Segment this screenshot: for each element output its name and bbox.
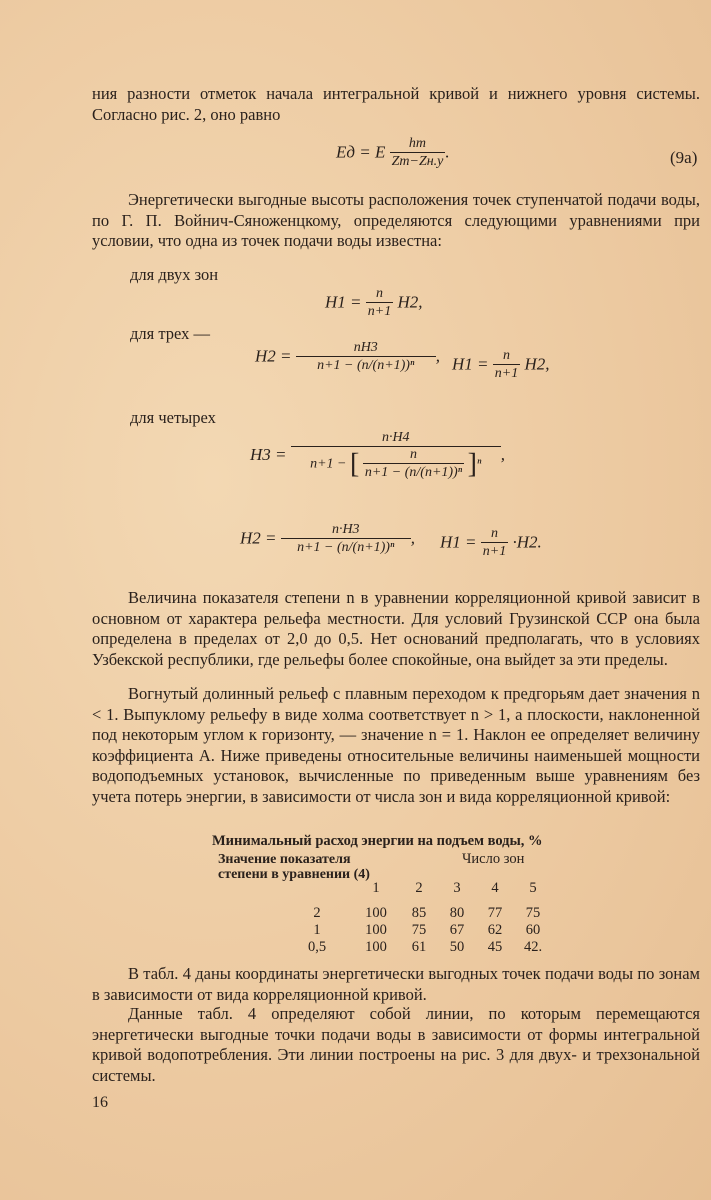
- fraction-num-nh3: nH3: [296, 340, 436, 357]
- para-lines: Данные табл. 4 определяют собой линии, по которым перемещаются энергетически выгодные точки подачи воды в зависимости от формы интегральной кривой водопотребления. Эти линии построены на рис. 3 для двух- и трехзональной системы.: [92, 1004, 700, 1085]
- page-number: 16: [92, 1094, 108, 1111]
- zone-header: 1: [372, 880, 380, 896]
- formula-four-zones-h1: [440, 526, 542, 561]
- fraction-den: n+1: [367, 304, 392, 319]
- fraction-three: [296, 340, 436, 375]
- fraction-num-nh4: n·H4: [291, 430, 501, 447]
- formula-h3: H3 =: [250, 444, 287, 464]
- formula-h2-term: H2,: [397, 292, 423, 312]
- cell: 61: [411, 939, 427, 955]
- fraction-num: n: [493, 348, 520, 365]
- zone-header: 2: [415, 880, 423, 896]
- para-table4: В табл. 4 даны координаты энергетически выгодных точек подачи воды по зонам в зависимости от вида корреляционной кривой.: [92, 964, 700, 1004]
- para-intro: ния разности отметок начала интегральной кривой и нижнего уровня системы. Согласно рис. 2, оно равно: [92, 84, 700, 124]
- fraction-n-n1b: [493, 348, 520, 383]
- table-header-row: [282, 880, 552, 897]
- fraction-n-n1c: [481, 526, 508, 561]
- zone-header: 3: [453, 880, 461, 896]
- fraction-9a: [390, 136, 446, 171]
- zone-header: 4: [491, 880, 499, 896]
- fraction-num-hm: hm: [390, 136, 446, 153]
- cell: 85: [411, 905, 427, 921]
- formula-ed-lhs: Eд = E: [336, 142, 386, 162]
- para-relief: Вогнутый долинный рельеф с плавным переходом к предгорьям дает значения n < 1. Выпуклому рельефу в виде холма соответствует n > 1, а плоскости, наклоненной под некоторым углом к горизонту, — значение n = 1. Наклон ее определяет величину коэффициента A. Ниже приведены относительные величины наименьшей мощности водоподъемных установок, вычисленные по приведенным выше уравнениям без учета потерь энергии, в зависимости от числа зон и вида корреляционной кривой:: [92, 684, 700, 806]
- formula-two-zones: [325, 286, 422, 321]
- cell: 75: [411, 922, 427, 938]
- fraction-den-pow: n+1 − (n/(n+1))ⁿ: [317, 358, 415, 373]
- table-head-zones: Число зон: [462, 851, 525, 867]
- fraction-den-nested: n+1 − [ $\frac{n}{\text{n+1 − (n/(n+1))ⁿ}}$ ]ⁿ: [310, 447, 482, 480]
- formula-h2-term: H2,: [524, 354, 550, 374]
- fraction-den-pow: n+1 − (n/(n+1))ⁿ: [364, 465, 463, 480]
- cell: 60: [525, 922, 541, 938]
- cell: 62: [487, 922, 503, 938]
- formula-three-zones-h2: H2 = $\frac{nH3}{\text{n+1 − (n/(n+1))ⁿ}}$ ,: [255, 340, 440, 373]
- table-row: [282, 922, 552, 939]
- fraction-den-z: Zm−Zн.у: [391, 154, 444, 169]
- formula-h2: H2 =: [255, 346, 292, 366]
- cell: 42.: [523, 939, 543, 955]
- fraction-den: n+1: [494, 366, 519, 381]
- table-row: [282, 905, 552, 922]
- fraction-num-nh3b: n·H3: [281, 522, 411, 539]
- zone-header: 5: [529, 880, 537, 896]
- energy-table: [282, 880, 552, 956]
- fraction-den-pow: n+1 − (n/(n+1))ⁿ: [297, 540, 395, 555]
- cell: 100: [365, 905, 387, 921]
- formula-three-zones-h1: [452, 348, 549, 383]
- para-n-value: Величина показателя степени n в уравнении корреляционной кривой зависит в основном от характера рельефа местности. Для условий Грузинской ССР она была определена в пределах от 2,0 до 0,5. Нет оснований предполагать, что в условиях Узбекской республики, где рельефы более спокойные, она выйдет за эти пределы.: [92, 588, 700, 669]
- cell: 75: [525, 905, 541, 921]
- cell: 100: [365, 922, 387, 938]
- cell: 50: [449, 939, 465, 955]
- table-head-exponent: Значение показателя степени в уравнении (4): [218, 852, 370, 882]
- label-four-zones: для четырех: [130, 408, 216, 427]
- fraction-num: n: [366, 286, 393, 303]
- formula-h2: H2 =: [240, 528, 277, 548]
- formula-h1b: H1 =: [452, 354, 489, 374]
- cell: 77: [487, 905, 503, 921]
- cell: 100: [365, 939, 387, 955]
- para-energy: Энергетически выгодные высоты расположения точек ступенчатой подачи воды, по Г. П. Войнич-Сяноженцкому, определяются следующими уравнениями при условии, что одна из точек подачи воды известна:: [92, 190, 700, 250]
- formula-h1c: H1 =: [440, 532, 477, 552]
- fraction-four: [291, 430, 501, 482]
- fraction-four-b: [281, 522, 411, 557]
- table-title: Минимальный расход энергии на подъем воды, %: [212, 833, 543, 849]
- equation-number: (9а): [670, 148, 698, 167]
- table-row: [282, 939, 552, 956]
- formula-9a: Eд = E $\frac{hm}{Zm-Zн.у}$ .: [336, 136, 450, 169]
- row-n: 2: [313, 905, 321, 921]
- formula-h2-term: ·H2.: [512, 532, 542, 552]
- fraction-n-n1: [366, 286, 393, 321]
- formula-four-zones-h2: H2 = $\frac{n\cdot H3}{\text{n+1 − (n/(n+1))ⁿ}}$ ,: [240, 522, 415, 555]
- cell: 45: [487, 939, 503, 955]
- fraction-num: n: [363, 447, 464, 464]
- fraction-num: n: [481, 526, 508, 543]
- label-three-zones: для трех —: [130, 324, 210, 343]
- cell: 67: [449, 922, 465, 938]
- formula-four-zones-h3: H3 = n·H4 n+1 − [ $\frac{n}{\text{n+1 − (n/(n+1))ⁿ}}$ ]ⁿ ,: [250, 430, 505, 480]
- formula-h1: H1 =: [325, 292, 362, 312]
- row-n: 0,5: [307, 939, 327, 955]
- label-two-zones: для двух зон: [130, 265, 219, 284]
- row-n: 1: [313, 922, 321, 938]
- cell: 80: [449, 905, 465, 921]
- fraction-den: n+1: [482, 544, 507, 559]
